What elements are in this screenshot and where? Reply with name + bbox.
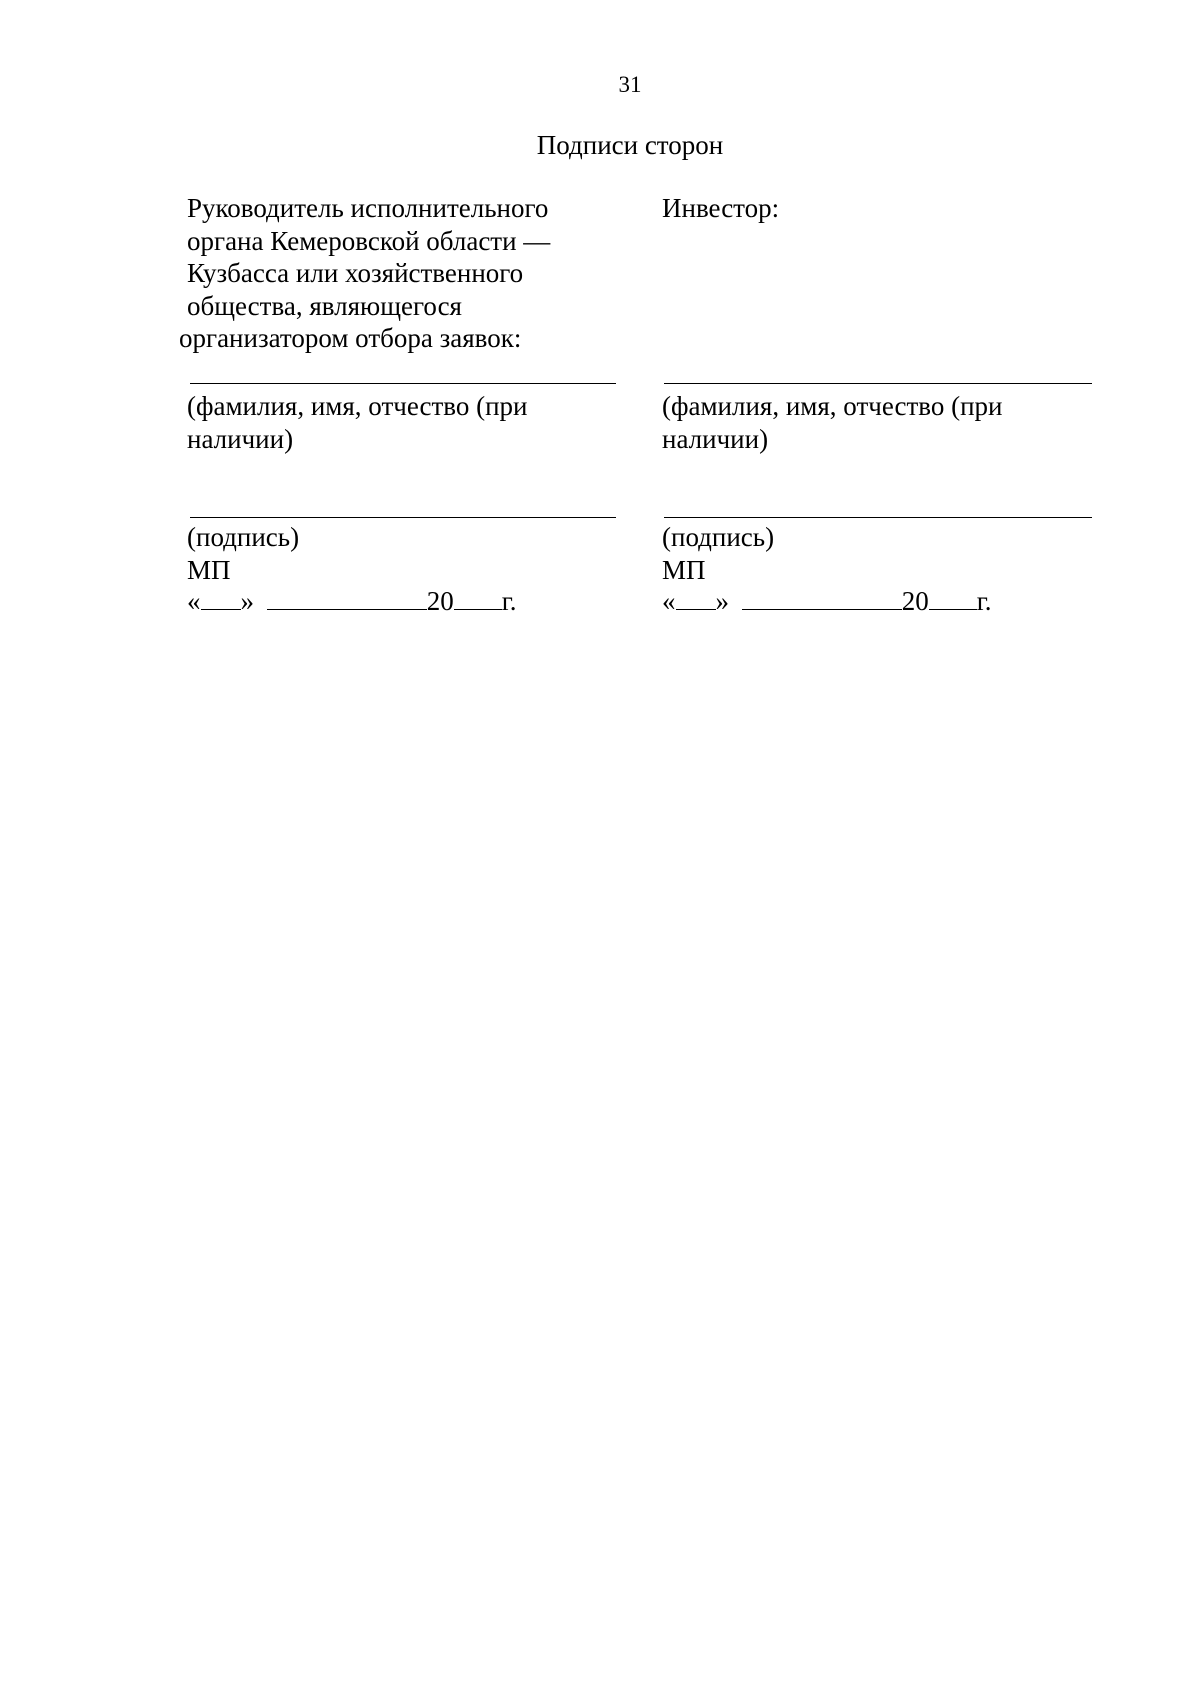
investor-signature-caption — [662, 521, 774, 586]
date-year: 20 — [901, 586, 929, 616]
organizer-name-line — [190, 383, 616, 384]
investor-name-caption — [662, 390, 1002, 455]
organizer-role-line: Кузбасса или хозяйственного — [187, 258, 524, 288]
organizer-column — [179, 192, 617, 353]
organizer-name-caption-line: (фамилия, имя, отчество (при — [187, 391, 528, 421]
organizer-role-line: общества, являющегося — [187, 290, 462, 321]
organizer-signature-caption — [187, 521, 299, 586]
organizer-stamp-label: МП — [187, 554, 231, 585]
date-close-quote: » — [715, 586, 729, 616]
organizer-date — [187, 585, 517, 618]
investor-role-line: Инвестор: — [662, 193, 780, 223]
date-open-quote: « — [662, 586, 676, 616]
investor-role — [662, 192, 1092, 350]
organizer-signature-caption-text: (подпись) — [187, 522, 300, 552]
organizer-role-line: организатором отбора заявок: — [179, 323, 522, 353]
investor-name-line — [664, 383, 1092, 384]
investor-signature-caption-text: (подпись) — [662, 522, 775, 552]
investor-name-caption-line: (фамилия, имя, отчество (при — [662, 391, 1003, 421]
investor-column — [662, 192, 1092, 350]
date-close-quote: » — [240, 586, 254, 616]
investor-signature-line — [664, 517, 1092, 518]
date-suffix: г. — [976, 586, 992, 616]
organizer-name-caption — [187, 390, 527, 455]
organizer-name-caption-line: наличии) — [187, 423, 294, 454]
page-number: 31 — [618, 72, 642, 97]
organizer-signature-line — [190, 517, 616, 518]
date-suffix: г. — [501, 586, 517, 616]
investor-name-caption-line: наличии) — [662, 423, 769, 454]
organizer-role-line: органа Кемеровской области — — [187, 225, 551, 256]
date-year: 20 — [426, 586, 454, 616]
date-open-quote: « — [187, 586, 201, 616]
organizer-role-line: Руководитель исполнительного — [187, 193, 549, 223]
investor-stamp-label: МП — [662, 554, 706, 585]
organizer-role — [179, 192, 617, 353]
investor-date — [662, 585, 992, 618]
page-title: Подписи сторон — [536, 130, 724, 160]
